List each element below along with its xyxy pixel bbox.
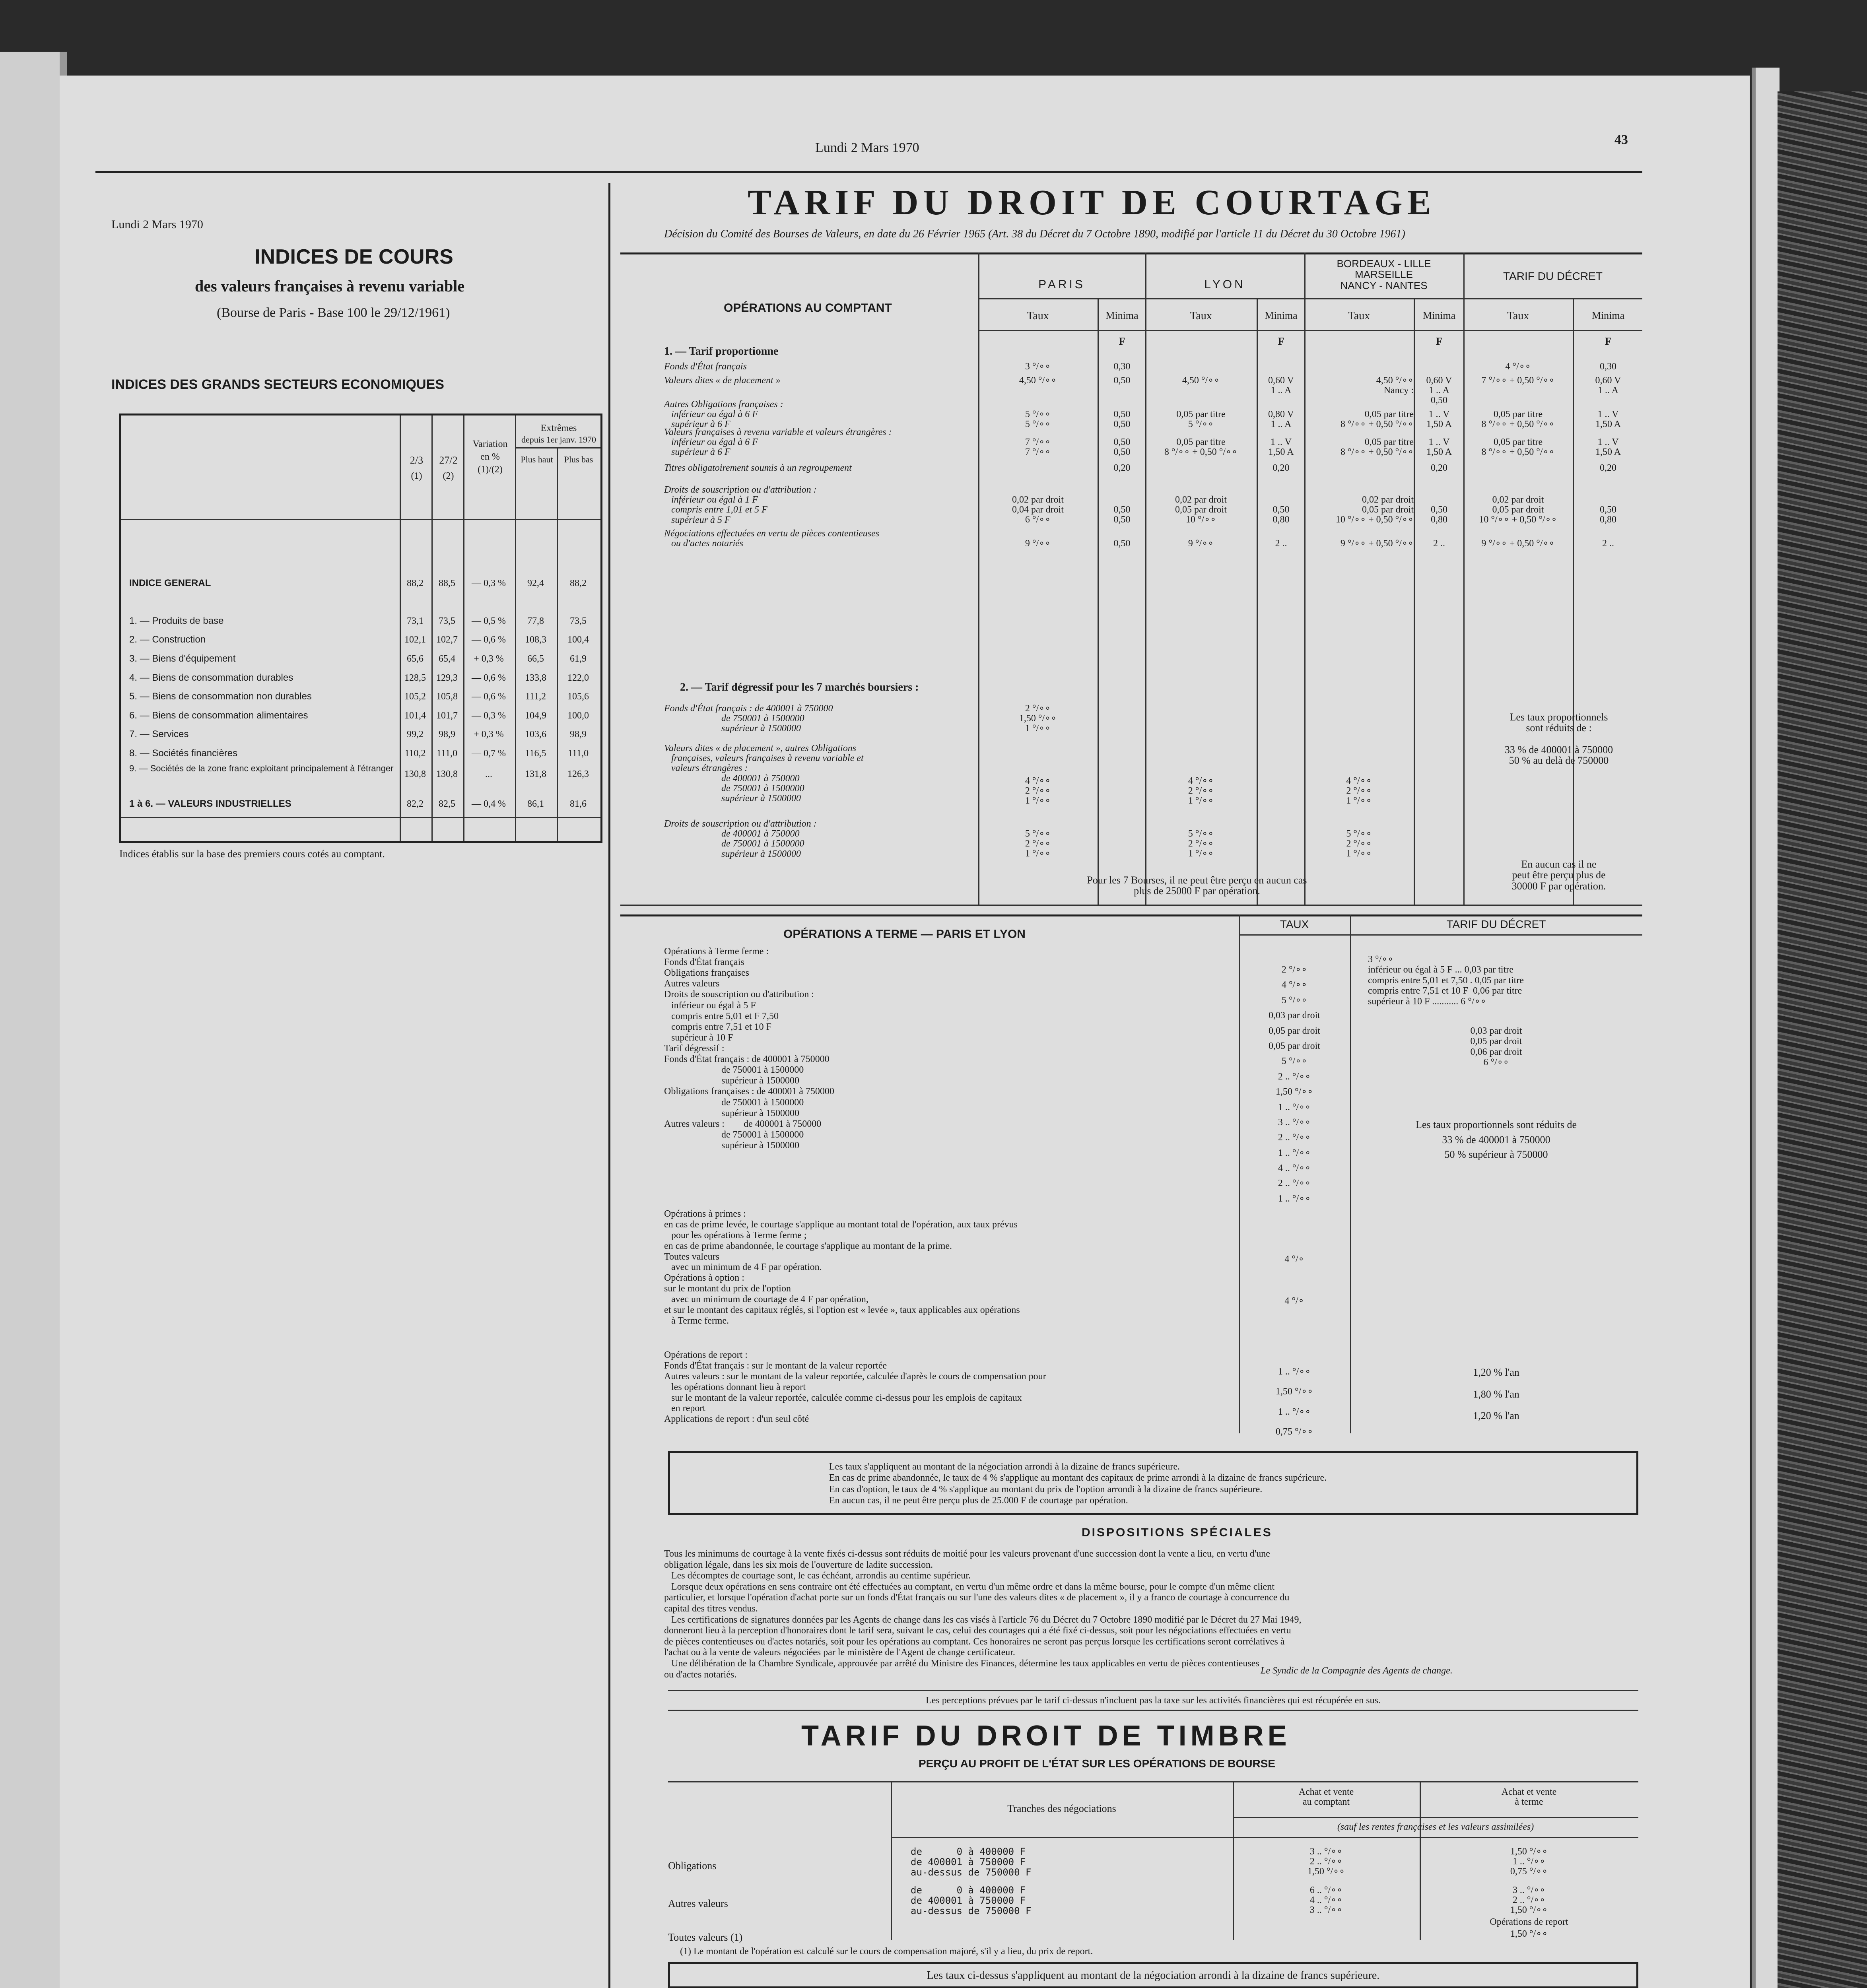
index-row-lo: 105,6: [567, 691, 589, 702]
index-row-v1: 128,5: [404, 673, 426, 683]
courtage-cell-lm: 0,20: [1273, 463, 1290, 473]
index-row-label: 4. — Biens de consommation durables: [129, 672, 293, 683]
courtage-cell-pm: 0,30: [1113, 361, 1131, 372]
courtage-cell-pm: 0,20: [1113, 463, 1131, 473]
index-row-v1: 105,2: [404, 691, 426, 702]
indices-date: Lundi 2 Mars 1970: [111, 218, 203, 231]
index-row-var: + 0,3 %: [474, 729, 504, 740]
courtage-rounding-box: Les taux s'appliquent au montant de la négociation arrondi à la dizaine de francs supérieure. En cas de prime abandonnée, le taux de 4 % s'applique au montant des capitaux de prime arrondi à la dizaine de francs supérieure. En cas d'option, le taux de 4 % s'applique au montant du prix de l'option arrondi à la dizaine de francs supérieure. En aucun cas, il ne peut être perçu plus de 25.000 F de courtage par opération.: [668, 1451, 1638, 1515]
toutes-label: Toutes valeurs (1): [668, 1932, 743, 1943]
courtage-cell-bm: 1 .. V 1,50 A: [1426, 409, 1452, 430]
report-decret: 1,20 % l'an 1,80 % l'an 1,20 % l'an: [1473, 1367, 1519, 1422]
autres-tranches: de 0 à 400000 F de 400001 à 750000 F au-dessus de 750000 F: [911, 1885, 1032, 1916]
index-row-hi: 111,2: [525, 691, 546, 702]
col-head-23-note: (1): [411, 471, 422, 481]
tarif-degressif-heading: 2. — Tarif dégressif pour les 7 marchés boursiers :: [680, 681, 919, 693]
index-row-v2: 98,9: [439, 729, 455, 740]
terme-taux: 2 °/∘∘ 4 °/∘∘ 5 °/∘∘ 0,03 par droit 0,05 par droit 0,05 par droit 5 °/∘∘ 2 .. °/∘∘ 1,50 °/∘∘ 1 .. °/∘∘ 3 .. °/∘∘ 2 .. °/∘∘ 1 .. °/∘∘ 4 .. °/∘∘ 2 .. °/∘∘ 1 .. °/∘∘: [1269, 965, 1320, 1204]
index-row-hi: 133,8: [525, 673, 546, 683]
index-row-lo: 100,0: [567, 711, 589, 721]
courtage-cell-dm: 1 .. V 1,50 A: [1595, 437, 1621, 458]
courtage-cell-pm: 0,50 0,50: [1113, 505, 1131, 525]
col-paris: PARIS: [1038, 278, 1085, 291]
courtage-title: TARIF DU DROIT DE COURTAGE: [748, 183, 1436, 222]
col-sauf: (sauf les rentes françaises et les valeurs assimilées): [1337, 1822, 1534, 1832]
index-row-hi: 104,9: [525, 711, 546, 721]
index-row-v1: 102,1: [404, 635, 426, 645]
index-row-hi: 77,8: [527, 616, 544, 626]
index-row-var: — 0,4 %: [472, 799, 506, 809]
courtage-cell-p: 7 °/∘∘ 7 °/∘∘: [1025, 437, 1051, 458]
courtage-cell-l: 4,50 °/∘∘: [1182, 375, 1220, 386]
timbre-rounding-box: Les taux ci-dessus s'appliquent au montant de la négociation arrondi à la dizaine de francs supérieure.: [668, 1962, 1638, 1988]
courtage-cell-p: 9 °/∘∘: [1025, 538, 1051, 549]
col-head-lo: Plus bas: [564, 454, 593, 464]
indices-base-line: (Bourse de Paris - Base 100 le 29/12/1961): [217, 305, 450, 320]
report-text: Opérations de report : Fonds d'État français : sur le montant de la valeur reportée Autres valeurs : sur le montant de la valeur reportée, calculée d'après le cours de compensation pour les opérations donnant lieu à report sur le montant de la valeur reportée, calculée comme ci-dessus pour les emplois de capitaux en report Applications de report : d'un seul côté: [664, 1350, 1046, 1425]
index-row-v2: 101,7: [436, 711, 458, 721]
indices-table: 2/3 (1) 27/2 (2) Variation en % (1)/(2) Extrêmes depuis 1er janv. 1970 Plus haut Plus bas INDICE GENERAL 88,2 88,5 — 0,3 % 92,4 88,2 1. — Produits de base 73,1 73,5 — 0,5 % 77,8 73,5 2. — Construction 102,1 102,7 — 0,6 % 108,3 100,4 3. — Biens d'équipement 65,6 65,4 + 0,3 % 66,5 61,9 4. — Biens de consommation durables 128,5 129,3 — 0,6 % 133,8 122,0 5. — Biens de consommation non durables 105,2 105,8 — 0,6 % 111,2 105,6 6. — Biens de consommation alimentaires 101,4 101,7 — 0,3 % 104,9 100,0 7. — Services 99,2 98,9 + 0,3 % 103,6 98,9 8. — Sociétés financières 110,2 111,0 — 0,7 % 116,5 111,0 9. — Sociétés de la zone franc exploitant principalement à l'étranger 130,8 130,8 ... 131,8 126,3 1 à 6. — VALEURS INDUSTRIELLES 82,2 82,5 — 0,4 % 86,1 81,6: [119, 414, 602, 843]
oblig-label: Obligations: [668, 1860, 717, 1872]
header-date: Lundi 2 Mars 1970: [815, 140, 919, 155]
courtage-cell-dm: 0,60 V 1 .. A: [1595, 375, 1621, 396]
indices-footnote: Indices établis sur la base des premiers cours cotés au comptant.: [119, 848, 385, 860]
courtage-cell-p: 0,02 par droit 0,04 par droit 6 °/∘∘: [1012, 495, 1064, 525]
courtage-cell-lm: 0,60 V 1 .. A: [1268, 375, 1294, 396]
courtage-cell-bm: 1 .. V 1,50 A: [1426, 437, 1452, 458]
index-row-v2: 105,8: [436, 691, 458, 702]
courtage-row-label: Valeurs dites « de placement »: [664, 375, 781, 386]
lyon-minima-head: Minima: [1265, 310, 1298, 321]
courtage-cell-b: 0,02 par droit 0,05 par droit 10 °/∘∘ + 0,50 °/∘∘: [1335, 495, 1414, 525]
courtage-cell-b: 0,05 par titre 8 °/∘∘ + 0,50 °/∘∘: [1340, 409, 1414, 430]
timbre-footnote: (1) Le montant de l'opération est calculé sur le cours de compensation majoré, s'il y a lieu, du prix de report.: [680, 1946, 1093, 1957]
index-row-label: 2. — Construction: [129, 634, 206, 645]
option-taux: 4 °/∘: [1284, 1296, 1304, 1306]
courtage-cell-dm: 0,50 0,80: [1600, 505, 1616, 525]
courtage-cell-dm: 0,20: [1600, 463, 1616, 473]
index-row-v2: 130,8: [436, 769, 458, 779]
index-row-var: — 0,5 %: [472, 616, 506, 626]
timbre-title: TARIF DU DROIT DE TIMBRE: [801, 1720, 1291, 1752]
index-row-label: 8. — Sociétés financières: [129, 748, 238, 759]
degressif-label-b: Valeurs dites « de placement », autres Obligations françaises, valeurs françaises à revenu variable et valeurs étrangères : de 400001 à 750000 de 750001 à 1500000 supérieur à 1500000: [664, 743, 864, 804]
courtage-cell-pm: 0,50: [1113, 538, 1131, 549]
adjacent-page-edge: [0, 52, 67, 1988]
paris-minima-head: Minima: [1105, 310, 1138, 321]
index-row-var: — 0,6 %: [472, 673, 506, 683]
degressif-label-c: Droits de souscription ou d'attribution : de 400001 à 750000 de 750001 à 1500000 supérieur à 1500000: [664, 819, 817, 859]
col-head-272: 27/2: [439, 454, 458, 466]
index-row-v2: 102,7: [436, 635, 458, 645]
sectors-heading: INDICES DES GRANDS SECTEURS ECONOMIQUES: [111, 377, 444, 392]
courtage-cell-l: 0,02 par droit 0,05 par droit 10 °/∘∘: [1175, 495, 1227, 525]
courtage-cell-l: 9 °/∘∘: [1188, 538, 1214, 549]
courtage-cell-lm: 1 .. V 1,50 A: [1268, 437, 1294, 458]
index-row-label: 1. — Produits de base: [129, 615, 224, 626]
col-taux: TAUX: [1280, 918, 1309, 930]
index-row-var: — 0,6 %: [472, 691, 506, 702]
book-cover-edge: [1778, 91, 1867, 1988]
terme-labels: Opérations à Terme ferme : Fonds d'État français Obligations françaises Autres valeurs Droits de souscription ou d'attribution : inférieur ou égal à 5 F compris entre 5,01 et F 7,50 compris entre 7,51 et 10 F supérieur à 10 F Tarif dégressif : Fonds d'État français : de 400001 à 750000 de 750001 à 1500000 supérieur à 1500000 Obligations françaises : de 400001 à 750000 de 750001 à 1500000 supérieur à 1500000 Autres valeurs : de 400001 à 750000 de 750001 à 1500000 supérieur à 1500000: [664, 946, 834, 1151]
primes-text: Opérations à primes : en cas de prime levée, le courtage s'applique au montant total de l'opération, aux taux prévus pour les opérations à Terme ferme ; en cas de prime abandonnée, le courtage s'applique au montant de la prime. Toutes valeurs avec un minimum de 4 F par opération. Opérations à option : sur le montant du prix de l'option avec un minimum de courtage de 4 F par opération, et sur le montant des capitaux réglés, si l'option est « levée », taux applicables aux opérations à Terme ferme.: [664, 1209, 1020, 1326]
courtage-cell-lm: 0,80 V 1 .. A: [1268, 409, 1294, 430]
autres-comptant: 6 .. °/∘∘ 4 .. °/∘∘ 3 .. °/∘∘: [1309, 1885, 1343, 1916]
oblig-tranches: de 0 à 400000 F de 400001 à 750000 F au-dessus de 750000 F: [911, 1846, 1032, 1878]
perceptions-note: Les perceptions prévues par le tarif ci-dessus n'incluent pas la taxe sur les activités financières qui est récupérée en sus.: [926, 1695, 1381, 1706]
courtage-row-label: Fonds d'État français: [664, 361, 747, 372]
ops-comptant-heading: OPÉRATIONS AU COMPTANT: [724, 301, 892, 315]
index-row-var: — 0,6 %: [472, 635, 506, 645]
col-tarif-decret: TARIF DU DÉCRET: [1446, 918, 1546, 930]
col-tranches: Tranches des négociations: [1007, 1803, 1116, 1814]
courtage-cell-lm: 0,50 0,80: [1273, 505, 1290, 525]
col-bordeaux: BORDEAUX - LILLE MARSEILLE NANCY - NANTES: [1337, 258, 1431, 291]
toutes-terme: 1,50 °/∘∘: [1510, 1929, 1548, 1939]
courtage-cell-d: 0,05 par titre 8 °/∘∘ + 0,50 °/∘∘: [1481, 437, 1555, 458]
index-row-v1: 73,1: [407, 616, 424, 626]
index-row-label: 5. — Biens de consommation non durables: [129, 691, 312, 702]
index-row-lo: 73,5: [570, 616, 587, 626]
courtage-cell-dm: 0,30: [1600, 361, 1616, 372]
index-row-var: — 0,7 %: [472, 748, 506, 759]
terme-decret-a: 3 °/∘∘ inférieur ou égal à 5 F ... 0,03 par titre compris entre 5,01 et 7,50 . 0,05 par titre compris entre 7,51 et 10 F 0,06 par titre supérieur à 10 F ........... 6 °/∘∘: [1368, 954, 1524, 1007]
index-row-v2: 129,3: [436, 673, 458, 683]
index-row-var: — 0,3 %: [472, 711, 506, 721]
index-row-label: 7. — Services: [129, 729, 189, 740]
col-decret: TARIF DU DÉCRET: [1503, 270, 1603, 282]
index-row-v1: 101,4: [404, 711, 426, 721]
index-row-hi: 92,4: [527, 578, 544, 588]
courtage-cell-b: 0,05 par titre 8 °/∘∘ + 0,50 °/∘∘: [1340, 437, 1414, 458]
courtage-cell-d: 7 °/∘∘ + 0,50 °/∘∘: [1481, 375, 1555, 386]
index-row-lo: 122,0: [567, 673, 589, 683]
courtage-cell-lm: 2 ..: [1275, 538, 1287, 549]
courtage-cell-b: 4,50 °/∘∘ Nancy :: [1376, 375, 1414, 396]
index-row-lo: 81,6: [570, 799, 587, 809]
index-row-label: 9. — Sociétés de la zone franc exploitant principalement à l'étranger: [129, 763, 394, 773]
col-head-hi: Plus haut: [521, 454, 553, 464]
index-row-lo: 126,3: [567, 769, 589, 779]
index-row-lo: 111,0: [567, 748, 589, 759]
decret-max-note: En aucun cas il ne peut être perçu plus de 30000 F par opération.: [1511, 858, 1606, 892]
index-row-v1: 82,2: [407, 799, 424, 809]
page-number: 43: [1614, 132, 1628, 147]
ops-terme-heading: OPÉRATIONS A TERME — PARIS ET LYON: [783, 928, 1026, 941]
oblig-terme: 1,50 °/∘∘ 1 .. °/∘∘ 0,75 °/∘∘: [1510, 1846, 1548, 1877]
col-head-variation: Variation: [472, 439, 508, 449]
page-stack-edge: [1752, 68, 1780, 1988]
index-row-label: 6. — Biens de consommation alimentaires: [129, 710, 308, 721]
col-head-23: 2/3: [410, 454, 424, 466]
index-row-lo: 98,9: [570, 729, 587, 740]
courtage-cell-p: 4,50 °/∘∘: [1019, 375, 1057, 386]
courtage-cell-dm: 1 .. V 1,50 A: [1595, 409, 1621, 430]
tarif-proportionnel-heading: 1. — Tarif proportionne: [664, 345, 779, 357]
courtage-cell-d: 0,02 par droit 0,05 par droit 10 °/∘∘ + 0,50 °/∘∘: [1479, 495, 1557, 525]
courtage-row-label: Titres obligatoirement soumis à un regroupement: [664, 463, 852, 473]
courtage-cell-pm: 0,50 0,50: [1113, 437, 1131, 458]
lyon-taux-head: Taux: [1190, 310, 1212, 322]
index-row-v2: 82,5: [439, 799, 455, 809]
autres-terme: 3 .. °/∘∘ 2 .. °/∘∘ 1,50 °/∘∘: [1510, 1885, 1548, 1916]
report-taux: 1 .. °/∘∘ 1,50 °/∘∘ 1 .. °/∘∘ 0,75 °/∘∘: [1275, 1367, 1313, 1437]
indices-title: INDICES DE COURS: [255, 245, 453, 268]
indices-subtitle: des valeurs françaises à revenu variable: [195, 277, 465, 295]
index-row-v2: 88,5: [439, 578, 455, 588]
courtage-cell-d: 9 °/∘∘ + 0,50 °/∘∘: [1481, 538, 1555, 549]
index-row-v1: 99,2: [407, 729, 424, 740]
courtage-cell-d: 4 °/∘∘: [1505, 361, 1531, 372]
col-terme: Achat et vente à terme: [1501, 1787, 1557, 1807]
index-row-v2: 111,0: [436, 748, 458, 759]
col-head-272-note: (2): [443, 471, 454, 481]
index-row-hi: 66,5: [527, 654, 544, 664]
courtage-cell-d: 0,05 par titre 8 °/∘∘ + 0,50 °/∘∘: [1481, 409, 1555, 430]
bordeaux-taux-head: Taux: [1348, 310, 1370, 322]
dispositions-speciales-title: DISPOSITIONS SPÉCIALES: [1082, 1526, 1273, 1539]
index-row-label: 1 à 6. — VALEURS INDUSTRIELLES: [129, 798, 291, 809]
index-row-v1: 88,2: [407, 578, 424, 588]
courtage-cell-pm: 0,50 0,50: [1113, 409, 1131, 430]
courtage-cell-dm: 2 ..: [1602, 538, 1614, 549]
courtage-cell-l: 0,05 par titre 8 °/∘∘ + 0,50 °/∘∘: [1164, 437, 1238, 458]
col-head-extremes: Extrêmes: [540, 423, 577, 433]
index-row-v1: 110,2: [404, 748, 426, 759]
timbre-subtitle: PERÇU AU PROFIT DE L'ÉTAT SUR LES OPÉRATIONS DE BOURSE: [919, 1757, 1276, 1770]
courtage-cell-bm: 2 ..: [1433, 538, 1445, 549]
oblig-comptant: 3 .. °/∘∘ 2 .. °/∘∘ 1,50 °/∘∘: [1307, 1846, 1345, 1877]
index-row-var: — 0,3 %: [472, 578, 506, 588]
index-row-label: 3. — Biens d'équipement: [129, 653, 236, 664]
degressif-label-a: Fonds d'État français : de 400001 à 750000 de 750001 à 1500000 supérieur à 1500000: [664, 703, 833, 734]
courtage-cell-l: 0,05 par titre 5 °/∘∘: [1176, 409, 1226, 430]
index-row-lo: 61,9: [570, 654, 587, 664]
index-row-var: + 0,3 %: [474, 654, 504, 664]
courtage-decision: Décision du Comité des Bourses de Valeurs, en date du 26 Février 1965 (Art. 38 du Décret du 7 Octobre 1890, modifié par l'article 11 du Décret du 30 Octobre 1961): [664, 228, 1405, 240]
terme-decret-b: 0,03 par droit 0,05 par droit 0,06 par droit 6 °/∘∘: [1470, 1026, 1522, 1068]
index-row-v1: 130,8: [404, 769, 426, 779]
courtage-row-label: Valeurs françaises à revenu variable et valeurs étrangères : inférieur ou égal à 6 F supérieur à 6 F: [664, 427, 892, 458]
index-row-v2: 65,4: [439, 654, 455, 664]
courtage-cell-bm: 0,50 0,80: [1431, 505, 1447, 525]
courtage-cell-pm: 0,50: [1113, 375, 1131, 386]
decret-minima-head: Minima: [1591, 310, 1625, 321]
report-label: Opérations de report: [1490, 1917, 1568, 1927]
newspaper-page: Lundi 2 Mars 1970 43 Lundi 2 Mars 1970 INDICES DE COURS des valeurs françaises à revenu variable (Bourse de Paris - Base 100 le 29/12/1961) INDICES DES GRANDS SECTEURS ECONOMIQUES 2/3 (1) 27/2 (2) Variation en % (1)/(2) Extrêmes depuis 1er janv. 1970 Plus haut Plus bas INDICE GENERAL 88,2 88,5 — 0,3 % 92,4 88,2 1. — Produits de base 73,1 73,5 — 0,5 % 77,8 73,5 2. — Construction 102,1 102,7 — 0,6 % 108,3 100,4 3. — Biens d'équipement 65,6 65,4 + 0,3 % 66,5 61,9 4. — Biens de consommation durables 128,5 129,3 — 0,6 % 133,8 122,0 5. — Biens de consommation non durables 105,2 105,8 — 0,6 % 111,2 105,6 6. — Biens de consommation alimentaires 101,4 101,7 — 0,3 % 104,9 100,0 7. — Services 99,2 98,9 + 0,3 % 103,6 98,9 8. — Sociétés financières 110,2 111,0 — 0,7 % 116,5 111,0 9. — Sociétés de la zone franc exploitant principalement à l'étranger 130,8 130,8 ... 131,8 126,3 1 à 6. — VALEURS INDUSTRIELLES 82,2 82,5 — 0,4 % 86,1 81,6 Indices établis sur la base des premiers cours cotés au comptant. TARIF DU DROIT DE COURTAGE Décision du Comité des Bourses de Valeurs, en date du 26 Février 1965 (Art. 38 du Décret du 7 Octobre 1890, modifié par l'article 11 du Décret du 30 Octobre 1961) OPÉRATIONS AU COMPTANT PARIS LYON BORDEAUX - LILLE MARSEILLE NANCY - NANTES TARIF DU DÉCRET Taux Minima Taux Minima Taux Minima Taux Minima F F F F 1. — Tarif proportionne Fonds d'État français 3 °/∘∘ 0,30 4 °/∘∘ 0,30 Valeurs dites « de placement » 4,50 °/∘∘ 0,50 4,50 °/∘∘ 0,60 V 1 .. A 4,50 °/∘∘ Nancy : 0,60 V 1 .. A 0,50 7 °/∘∘ + 0,50 °/∘∘ 0,60 V 1 .. A Autres Obligations françaises : inférieur ou égal à 6 F supérieur à 6 F 5 °/∘∘ 5 °/∘∘ 0,50 0,50 0,05 par titre 5 °/∘∘ 0,80 V 1 .. A 0,05 par titre 8 °/∘∘ + 0,50 °/∘∘ 1 .. V 1,50 A 0,05 par titre 8 °/∘∘ + 0,50 °/∘∘ 1 .. V 1,50 A Valeurs françaises à revenu variable et valeurs étrangères : inférieur ou égal à 6 F supérieur à 6 F 7 °/∘∘ 7 °/∘∘ 0,50 0,50 0,05 par titre 8 °/∘∘ + 0,50 °/∘∘ 1 .. V 1,50 A 0,05 par titre 8 °/∘∘ + 0,50 °/∘∘ 1 .. V 1,50 A 0,05 par titre 8 °/∘∘ + 0,50 °/∘∘ 1 .. V 1,50 A Titres obligatoirement soumis à un regroupement 0,20 0,20 0,20 0,20 Droits de souscription ou d'attribution : inférieur ou égal à 1 F compris entre 1,01 et 5 F supérieur à 5 F 0,02 par droit 0,04 par droit 6 °/∘∘ 0,50 0,50 0,02 par droit 0,05 par droit 10 °/∘∘ 0,50 0,80 0,02 par droit 0,05 par droit 10 °/∘∘ + 0,50 °/∘∘ 0,50 0,80 0,02 par droit 0,05 par droit 10 °/∘∘ + 0,50 °/∘∘ 0,50 0,80 Négociations effectuées en vertu de pièces contentieuses ou d'actes notariés 9 °/∘∘ 0,50 9 °/∘∘ 2 .. 9 °/∘∘ + 0,50 °/∘∘ 2 .. 9 °/∘∘ + 0,50 °/∘∘ 2 .. 2. — Tarif dégressif pour les 7 marchés boursiers : Fonds d'État français : de 400001 à 750000 de 750001 à 1500000 supérieur à 1500000 2 °/∘∘ 1,50 °/∘∘ 1 °/∘∘ Valeurs dites « de placement », autres Obligations françaises, valeurs françaises à revenu variable et valeurs étrangères : de 400001 à 750000 de 750001 à 1500000 supérieur à 1500000 4 °/∘∘ 2 °/∘∘ 1 °/∘∘ 4 °/∘∘ 2 °/∘∘ 1 °/∘∘ 4 °/∘∘ 2 °/∘∘ 1 °/∘∘ Droits de souscription ou d'attribution : de 400001 à 750000 de 750001 à 1500000 supérieur à 1500000 5 °/∘∘ 2 °/∘∘ 1 °/∘∘ 5 °/∘∘ 2 °/∘∘ 1 °/∘∘ 5 °/∘∘ 2 °/∘∘ 1 °/∘∘ Les taux proportionnels sont réduits de : 33 % de 400001 à 750000 50 % au delà de 750000 En aucun cas il ne peut être perçu plus de 30000 F par opération. Pour les 7 Bourses, il ne peut être perçu en aucun cas plus de 25000 F par opération. OPÉRATIONS A TERME — PARIS ET LYON TAUX TARIF DU DÉCRET Opérations à Terme ferme : Fonds d'État français Obligations françaises Autres valeurs Droits de souscription ou d'attribution : inférieur ou égal à 5 F compris entre 5,01 et F 7,50 compris entre 7,51 et 10 F supérieur à 10 F Tarif dégressif : Fonds d'État français : de 400001 à 750000 de 750001 à 1500000 supérieur à 1500000 Obligations françaises : de 400001 à 750000 de 750001 à 1500000 supérieur à 1500000 Autres valeurs : de 400001 à 750000 de 750001 à 1500000 supérieur à 1500000 2 °/∘∘ 4 °/∘∘ 5 °/∘∘ 0,03 par droit 0,05 par droit 0,05 par droit 5 °/∘∘ 2 .. °/∘∘ 1,50 °/∘∘ 1 .. °/∘∘ 3 .. °/∘∘ 2 .. °/∘∘ 1 .. °/∘∘ 4 .. °/∘∘ 2 .. °/∘∘ 1 .. °/∘∘ 3 °/∘∘ inférieur ou égal à 5 F ... 0,03 par titre compris entre 5,01 et 7,50 . 0,05 par titre compris entre 7,51 et 10 F 0,06 par titre supérieur à 10 F ........... 6 °/∘∘ 0,03 par droit 0,05 par droit 0,06 par droit 6 °/∘∘ Les taux proportionnels sont réduits de 33 % de 400001 à 750000 50 % supérieur à 750000 Opérations à primes : en cas de prime levée, le courtage s'applique au montant total de l'opération, aux taux prévus pour les opérations à Terme ferme ; en cas de prime abandonnée, le courtage s'applique au montant de la prime. Toutes valeurs avec un minimum de 4 F par opération. Opérations à option : sur le montant du prix de l'option avec un minimum de courtage de 4 F par opération, et sur le montant des capitaux réglés, si l'option est « levée », taux applicables aux opérations à Terme ferme. 4 °/∘ 4 °/∘ Opérations de report : Fonds d'État français : sur le montant de la valeur reportée Autres valeurs : sur le montant de la valeur reportée, calculée d'après le cours de compensation pour les opérations donnant lieu à report sur le montant de la valeur reportée, calculée comme ci-dessus pour les emplois de capitaux en report Applications de report : d'un seul côté 1 .. °/∘∘ 1,50 °/∘∘ 1 .. °/∘∘ 0,75 °/∘∘ 1,20 % l'an 1,80 % l'an 1,20 % l'an Les taux s'appliquent au montant de la négociation arrondi à la dizaine de francs supérieure. En cas de prime abandonnée, le taux de 4 % s'applique au montant des capitaux de prime arrondi à la dizaine de francs supérieure. En cas d'option, le taux de 4 % s'applique au montant du prix de l'option arrondi à la dizaine de francs supérieure. En aucun cas, il ne peut être perçu plus de 25.000 F de courtage par opération. DISPOSITIONS SPÉCIALES Tous les minimums de courtage à la vente fixés ci-dessus sont réduits de moitié pour les valeurs provenant d'une succession dont la vente a lieu, en vertu d'une obligation légale, dans les six mois de l'ouverture de ladite succession. Les décomptes de courtage sont, le cas échéant, arrondis au centime supérieur. Lorsque deux opérations en sens contraire ont été effectuées au comptant, en vertu d'un même ordre et dans la même bourse, pour le compte d'un même client particulier, et lorsque l'opération d'achat porte sur un fonds d'État français ou sur l'une des valeurs dites « de placement », il y a franco de courtage à concurrence du capital des titres vendus. Les certifications de signatures données par les Agents de change dans les cas visés à l'article 76 du Décret du 7 Octobre 1890 modifié par le Décret du 27 Mai 1949, donneront lieu à la perception d'honoraires dont le tarif sera, suivant le cas, celui des courtages qui a été fixé ci-dessus, soit pour les négociations effectuées en vertu de pièces contentieuses ou d'actes notariés, soit pour les opérations au comptant. Ces honoraires ne seront pas perçus lorsque les certifications seront corrélatives à l'achat ou à la vente de valeurs négociées par le ministère de l'Agent de change certificateur. Une délibération de la Chambre Syndicale, approuvée par arrêté du Ministre des Finances, détermine les taux applicables en vertu de pièces contentieuses ou d'actes notariés. Le Syndic de la Compagnie des Agents de change. Les perceptions prévues par le tarif ci-dessus n'incluent pas la taxe sur les activités financières qui est récupérée en sus. TARIF DU DROIT DE TIMBRE PERÇU AU PROFIT DE L'ÉTAT SUR LES OPÉRATIONS DE BOURSE Tranches des négociations Achat et vente au comptant Achat et vente à terme (sauf les rentes françaises et les valeurs assimilées) Obligations de 0 à 400000 F de 400001 à 750000 F au-dessus de 750000 F 3 .. °/∘∘ 2 .. °/∘∘ 1,50 °/∘∘ 1,50 °/∘∘ 1 .. °/∘∘ 0,75 °/∘∘ Autres valeurs de 0 à 400000 F de 400001 à 750000 F au-dessus de 750000 F 6 .. °/∘∘ 4 .. °/∘∘ 3 .. °/∘∘ 3 .. °/∘∘ 2 .. °/∘∘ 1,50 °/∘∘ Opérations de report Toutes valeurs (1) 1,50 °/∘∘ (1) Le montant de l'opération est calculé sur le cours de compensation majoré, s'il y a lieu, du prix de report. Les taux ci-dessus s'appliquent au montant de la négociation arrondi à la dizaine de francs supérieure.: [60, 76, 1750, 1988]
index-row-hi: 131,8: [525, 769, 546, 779]
courtage-row-label: Autres Obligations françaises : inférieur ou égal à 6 F supérieur à 6 F: [664, 399, 783, 430]
decret-reduction-note: Les taux proportionnels sont réduits de : 33 % de 400001 à 750000 50 % au delà de 750000: [1504, 711, 1613, 767]
index-row-var: ...: [485, 769, 492, 779]
index-row-v2: 73,5: [439, 616, 455, 626]
index-row-label: INDICE GENERAL: [129, 578, 211, 588]
col-comptant: Achat et vente au comptant: [1298, 1787, 1354, 1807]
paris-taux-head: Taux: [1027, 310, 1049, 322]
courtage-row-label: Négociations effectuées en vertu de pièces contentieuses ou d'actes notariés: [664, 528, 880, 549]
index-row-hi: 103,6: [525, 729, 546, 740]
index-row-lo: 100,4: [567, 635, 589, 645]
decret-taux-head: Taux: [1507, 310, 1529, 322]
courtage-cell-p: 3 °/∘∘: [1025, 361, 1051, 372]
col-lyon: LYON: [1204, 278, 1245, 291]
index-row-lo: 88,2: [570, 578, 587, 588]
column-rule: [608, 183, 610, 1988]
courtage-row-label: Droits de souscription ou d'attribution : inférieur ou égal à 1 F compris entre 1,01 et 5 F supérieur à 5 F: [664, 485, 817, 525]
index-row-hi: 108,3: [525, 635, 546, 645]
index-row-hi: 86,1: [527, 799, 544, 809]
seven-bourses-note: Pour les 7 Bourses, il ne peut être perçu en aucun cas plus de 25000 F par opération.: [1087, 874, 1307, 897]
primes-taux: 4 °/∘: [1284, 1254, 1304, 1264]
courtage-cell-bm: 0,60 V 1 .. A 0,50: [1426, 375, 1452, 406]
courtage-cell-bm: 0,20: [1431, 463, 1447, 473]
courtage-cell-b: 9 °/∘∘ + 0,50 °/∘∘: [1340, 538, 1414, 549]
terme-decret-c: Les taux proportionnels sont réduits de 33 % de 400001 à 750000 50 % supérieur à 750000: [1415, 1119, 1577, 1161]
syndic-signature: Le Syndic de la Compagnie des Agents de change.: [1261, 1666, 1453, 1676]
autres-label: Autres valeurs: [668, 1898, 728, 1909]
dispositions-speciales-text: Tous les minimums de courtage à la vente fixés ci-dessus sont réduits de moitié pour les valeurs provenant d'une succession dont la vente a lieu, en vertu d'une obligation légale, dans les six mois de l'ouverture de ladite succession. Les décomptes de courtage sont, le cas échéant, arrondis au centime supérieur. Lorsque deux opérations en sens contraire ont été effectuées au comptant, en vertu d'un même ordre et dans la même bourse, pour le compte d'un même client particulier, et lorsque l'opération d'achat porte sur un fonds d'État français ou sur l'une des valeurs dites « de placement », il y a franco de courtage à concurrence du capital des titres vendus. Les certifications de signatures données par les Agents de change dans les cas visés à l'article 76 du Décret du 7 Octobre 1890 modifié par le Décret du 27 Mai 1949, donneront lieu à la perception d'honoraires dont le tarif sera, suivant le cas, celui des courtages qui a été fixé ci-dessus, soit pour les négociations effectuées en vertu de pièces contentieuses ou d'actes notariés, soit pour les opérations au comptant. Ces honoraires ne seront pas perçus lorsque les certifications seront corrélatives à l'achat ou à la vente de valeurs négociées par le ministère de l'Agent de change certificateur. Une délibération de la Chambre Syndicale, approuvée par arrêté du Ministre des Finances, détermine les taux applicables en vertu de pièces contentieuses ou d'actes notariés.: [664, 1549, 1302, 1680]
index-row-v1: 65,6: [407, 654, 424, 664]
index-row-hi: 116,5: [525, 748, 546, 759]
courtage-cell-p: 5 °/∘∘ 5 °/∘∘: [1025, 409, 1051, 430]
bordeaux-minima-head: Minima: [1422, 310, 1456, 321]
header-rule: [95, 171, 1642, 173]
